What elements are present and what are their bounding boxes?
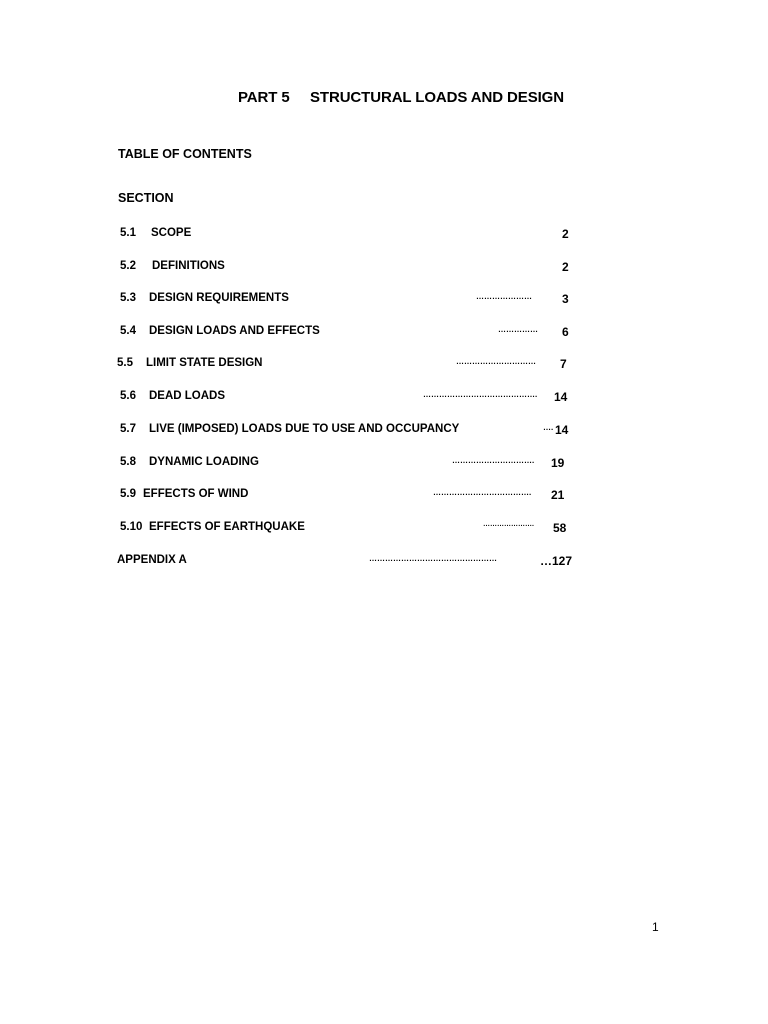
- toc-entry-number: 5.8: [120, 456, 136, 468]
- page-number: 1: [652, 920, 659, 934]
- toc-entry-leader: ……………: [498, 325, 538, 334]
- toc-entry-leader: …………………………………………: [369, 554, 497, 563]
- toc-entry-page: 21: [551, 488, 565, 502]
- toc-entry-title: LIVE (IMPOSED) LOADS DUE TO USE AND OCCUPANCY: [149, 423, 460, 435]
- toc-entry-page: 58: [553, 521, 567, 535]
- toc-entry-leader: ………………….: [483, 521, 534, 528]
- toc-entry-title: DESIGN LOADS AND EFFECTS: [149, 325, 320, 337]
- toc-entry-page: 14: [554, 390, 568, 404]
- toc-entry-number: 5.10: [120, 521, 143, 533]
- toc-entry-number: 5.6: [120, 390, 136, 402]
- toc-entry-title: DESIGN REQUIREMENTS: [149, 292, 289, 304]
- toc-entry-number: 5.7: [120, 423, 136, 435]
- toc-entry-title: LIMIT STATE DESIGN: [146, 357, 263, 369]
- toc-entry-title: DYNAMIC LOADING: [149, 456, 259, 468]
- toc-entry-leader: ……………………………….: [433, 488, 532, 497]
- toc-entry-page: 2: [562, 260, 569, 274]
- toc-entry-title: EFFECTS OF EARTHQUAKE: [149, 521, 305, 533]
- toc-entry-page: …127: [540, 554, 573, 568]
- toc-entry-leader: …………………: [476, 292, 532, 301]
- toc-entry-page: 6: [562, 325, 569, 339]
- toc-entry-number: 5.2: [120, 260, 136, 272]
- toc-entry-page: 2: [562, 227, 569, 241]
- toc-heading: TABLE OF CONTENTS: [118, 147, 252, 161]
- toc-entry-leader: ………………………….: [452, 456, 535, 465]
- toc-entry-number: 5.9: [120, 488, 136, 500]
- toc-entry-number: 5.1: [120, 227, 136, 239]
- toc-entry-title: DEAD LOADS: [149, 390, 226, 402]
- toc-entry-leader: …………………………: [456, 357, 536, 366]
- toc-entry-page: 3: [562, 292, 569, 306]
- part-title: STRUCTURAL LOADS AND DESIGN: [310, 89, 564, 106]
- toc-entry-number: 5.4: [120, 325, 136, 337]
- part-label: PART 5: [238, 89, 290, 106]
- section-heading: SECTION: [118, 191, 174, 205]
- toc-entry-title: SCOPE: [151, 227, 192, 239]
- toc-entry-number: 5.5: [117, 357, 133, 369]
- toc-entry-title: APPENDIX A: [117, 554, 187, 566]
- toc-entry-page: 14: [555, 423, 569, 437]
- toc-entry-number: 5.3: [120, 292, 136, 304]
- toc-entry-page: 19: [551, 456, 565, 470]
- toc-entry-title: DEFINITIONS: [152, 260, 225, 272]
- toc-entry-title: EFFECTS OF WIND: [143, 488, 249, 500]
- toc-entry-leader: …………………………………….: [423, 390, 538, 399]
- toc-entry-page: 7: [560, 357, 567, 371]
- toc-entry-leader: ….: [543, 423, 554, 432]
